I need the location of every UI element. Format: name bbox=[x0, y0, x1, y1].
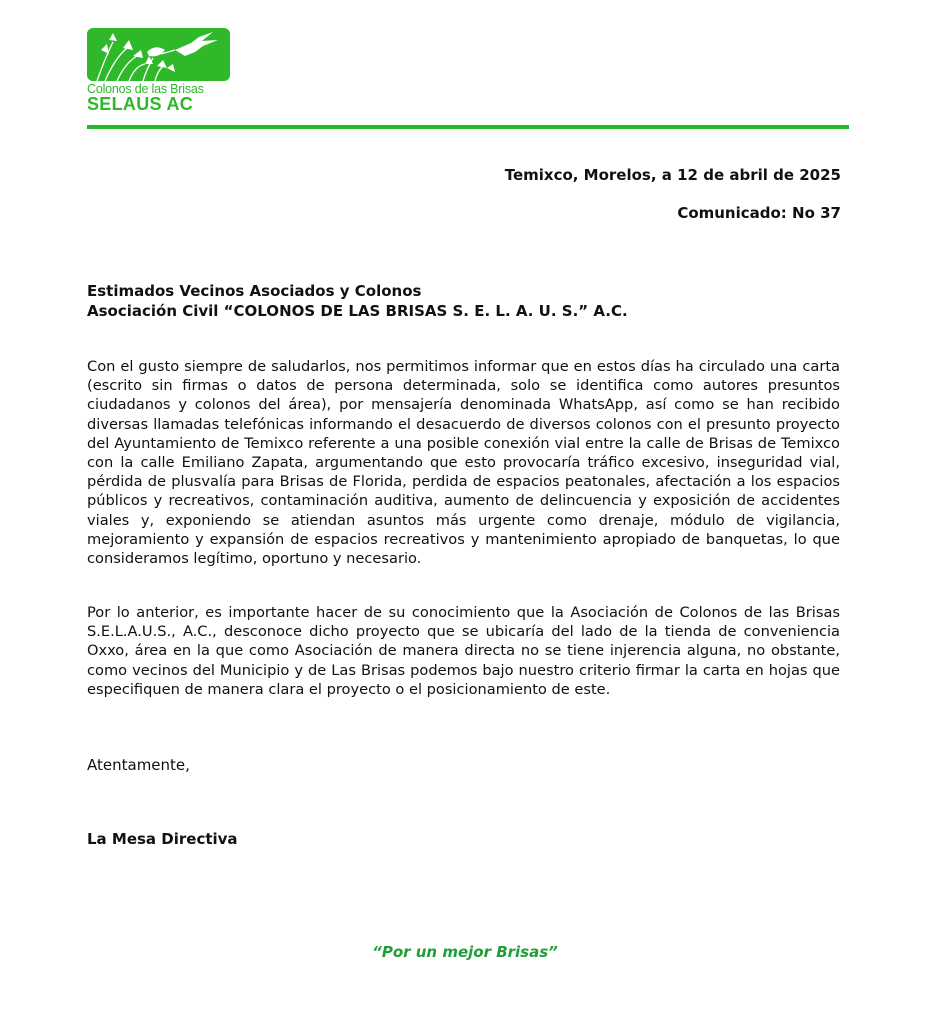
comunicado-number: Comunicado: No 37 bbox=[677, 204, 841, 222]
organization-logo bbox=[87, 28, 230, 113]
signature: La Mesa Directiva bbox=[87, 830, 238, 848]
footer-motto: “Por un mejor Brisas” bbox=[372, 943, 558, 961]
logo-text-colonos: Colonos de las Brisas bbox=[87, 82, 204, 96]
body-paragraph-1: Con el gusto siempre de saludarlos, nos permitimos informar que en estos días ha circulado una carta (escrito sin firmas o datos de persona determinada, solo se identifica como autores presuntos ciudadanos y colonos del área), por mensajería denominada WhatsApp, así como se han recibido diversas llamadas telefónicas informando el desacuerdo de diversos colonos con el presunto proyecto del Ayuntamiento de Temixco referente a una posible conexión vial entre la calle de Brisas de Temixco con la calle Emiliano Zapata, argumentando que esto provocaría tráfico excesivo, inseguridad vial, pérdida de plusvalía para Brisas de Florida, perdida de espacios peatonales, afectación a los espacios públicos y recreativos, contaminación auditiva, aumento de delincuencia y exposición de accidentes viales y, exponiendo se atiendan asuntos más urgente como drenaje, módulo de vigilancia, mejoramiento y expansión de espacios recreativos y mantenimiento apropiado de banquetas, lo que consideramos legítimo, oportuno y necesario. bbox=[87, 358, 840, 568]
salutation-line-2: Asociación Civil “COLONOS DE LAS BRISAS S. E. L. A. U. S.” A.C. bbox=[87, 302, 628, 320]
header-divider bbox=[87, 125, 849, 129]
salutation bbox=[87, 281, 628, 321]
place-date: Temixco, Morelos, a 12 de abril de 2025 bbox=[504, 166, 841, 184]
logo-text-selaus: SELAUS AC bbox=[87, 94, 194, 114]
hummingbird-flowers-logo-icon bbox=[87, 28, 230, 81]
salutation-line-1: Estimados Vecinos Asociados y Colonos bbox=[87, 282, 422, 300]
valediction: Atentamente, bbox=[87, 756, 190, 774]
body-paragraph-2: Por lo anterior, es importante hacer de su conocimiento que la Asociación de Colonos de las Brisas S.E.L.A.U.S., A.C., desconoce dicho proyecto que se ubicaría del lado de la tienda de conveniencia Oxxo, área en la que como Asociación de manera directa no se tiene injerencia alguna, no obstante, como vecinos del Municipio y de Las Brisas podemos bajo nuestro criterio firmar la carta en hojas que especifiquen de manera clara el proyecto o el posicionamiento de este. bbox=[87, 604, 840, 698]
